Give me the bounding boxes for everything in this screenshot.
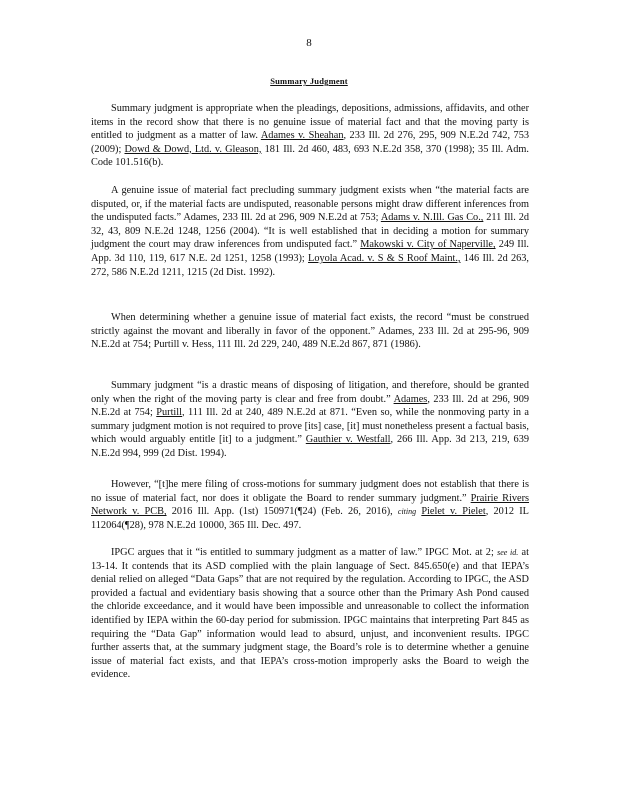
text-run: , 233 Ill. 2d 276, 295, 909 N.E.2d 742, 753 (2009); — [91, 130, 529, 155]
case-citation: Purtill — [156, 407, 183, 419]
case-citation: Adames v. Sheahan — [260, 130, 344, 142]
case-citation: Dowd & Dowd, Ltd. v. Gleason, — [124, 143, 262, 155]
text-run: 146 Ill. 2d 263, 272, 586 N.E.2d 1211, 1215 (2d Dist. 1992). — [91, 252, 529, 278]
case-citation: Prairie Rivers Network v. PCB, — [91, 492, 530, 518]
text-run: , 233 Ill. 2d at 296, 909 N.E.2d at 754; — [91, 393, 529, 419]
case-citation: Makowski v. City of Naperville, — [360, 239, 496, 251]
case-citation: Adames — [393, 393, 428, 405]
case-citation: Pielet v. Pielet — [421, 506, 486, 518]
text-run: 211 Ill. 2d 32, 43, 809 N.E.2d 1248, 1256 (2004). “It is well established that in deciding a motion for summary judgment the court may draw inferences from undisputed fact.” — [91, 212, 529, 251]
page-number: 8 — [306, 37, 312, 49]
section-heading — [0, 76, 618, 86]
text-run: IPGC argues that it “is entitled to summary judgment as a matter of law.” IPGC Mot. at 2; — [111, 547, 498, 558]
paragraph-drastic-means — [91, 379, 529, 461]
case-citation: Gauthier v. Westfall — [305, 434, 391, 446]
paragraph-cross-motions — [91, 478, 529, 532]
citation-signal: citing — [397, 507, 417, 517]
text-run: When determining whether a genuine issue of material fact exists, the record “must be construed strictly against the movant and liberally in favor of the opponent.” Adames, 233 Ill. 2d at 295-96, 909 N.E.2d at 754; Purtill v. Hess, 111 Ill. 2d 229, 240, 489 N.E.2d 867, 871 (1986). — [91, 312, 529, 351]
paragraph-ipgc-argues — [91, 546, 529, 682]
text-run: A genuine issue of material fact precluding summary judgment exists when “the material facts are disputed, or, if the material facts are undisputed, reasonable persons might draw different inferences from the undisputed facts.” Adames, 233 Ill. 2d at 296, 909 N.E.2d at 753; — [91, 185, 529, 224]
text-run: at 13-14. It contends that its ASD complied with the plain language of Sect. 845.650(e) and that IEPA’s denial relied on alleged “Data Gaps” that are not required by the regulation. According to IPGC, the ASD provided a factual and evidentiary basis showing that a source other than the Primary Ash Pond caused the chloride exceedance, and it would have been impossible and unreasonable to collect the information identified by IEPA within the 60-day period for submission. IPGC maintains that interpreting Part 845 as requiring the “Data Gap” information would lead to absurd, unjust, and inconvenient results. IPGC further asserts that, at the summary judgment stage, the Board’s role is to determine whether a genuine issue of material fact exists, and that IEPA’s cross-motion improperly asks the Board to weigh the evidence. — [91, 547, 529, 681]
text-run: 181 Ill. 2d 460, 483, 693 N.E.2d 358, 370 (1998); 35 Ill. Adm. Code 101.516(b). — [91, 143, 529, 169]
text-run: , 111 Ill. 2d at 240, 489 N.E.2d at 871. “Even so, while the nonmoving party in a summary judgment motion is not required to prove [its] case, [it] must nonetheless present a factual basis, which would arguably entitle [it] to a judgment.” — [91, 407, 529, 446]
paragraph-summary-judgment-standard — [91, 102, 529, 170]
text-run: Summary judgment is appropriate when the pleadings, depositions, admissions, affidavits, and other items in the record show that there is no genuine issue of material fact and that the moving party is entitled to judgment as a matter of law. — [91, 103, 529, 142]
case-citation: Loyola Acad. v. S & S Roof Maint., — [308, 252, 461, 264]
text-run: 249 Ill. App. 3d 110, 119, 617 N.E. 2d 1251, 1258 (1993); — [91, 239, 530, 264]
paragraph-genuine-issue — [91, 184, 529, 279]
case-citation: Adams v. N.Ill. Gas Co., — [380, 212, 484, 224]
text-run: Summary judgment “is a drastic means of disposing of litigation, and therefore, should be granted only when the right of the moving party is clear and free from doubt.” — [91, 380, 529, 405]
citation-signal: see id. — [497, 548, 519, 557]
text-run: , 266 Ill. App. 3d 213, 219, 639 N.E.2d 994, 999 (2d Dist. 1994). — [91, 434, 529, 459]
paragraph-construed-strictly — [91, 311, 529, 352]
text-run: 2016 Ill. App. (1st) 150971(¶24) (Feb. 26, 2016), — [166, 506, 398, 518]
section-heading-text: Summary Judgment — [270, 76, 348, 86]
text-run: However, “[t]he mere filing of cross-motions for summary judgment does not establish that there is no issue of material fact, nor does it obligate the Board to render summary judgment.” — [91, 479, 529, 504]
text-run: , 2012 IL 112064(¶28), 978 N.E.2d 10000, 365 Ill. Dec. 497. — [91, 506, 529, 531]
